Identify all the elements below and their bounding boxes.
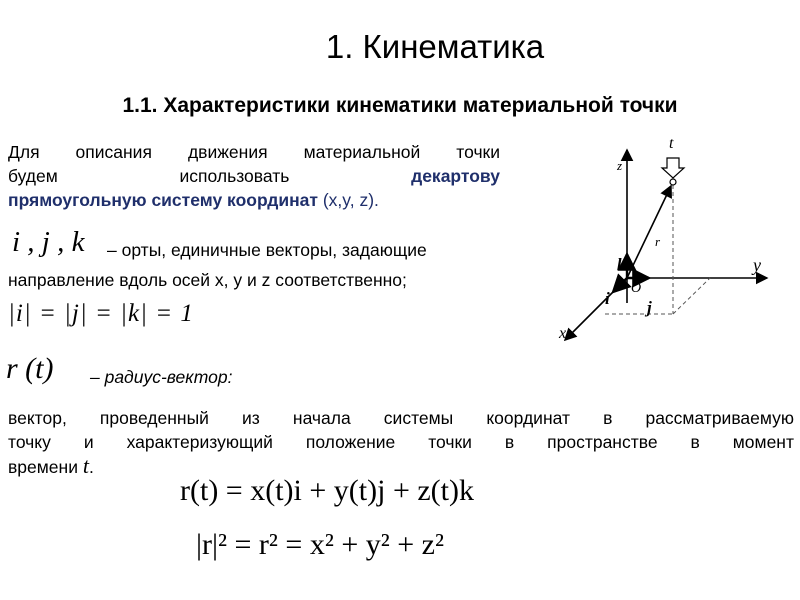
- axis-t-label: t: [669, 135, 674, 152]
- intro-line-3: [8, 188, 500, 212]
- orts-description-1: – орты, единичные векторы, задающие: [107, 240, 427, 260]
- axis-y-label: y: [753, 255, 761, 275]
- ort-j-label: j: [647, 298, 652, 317]
- definition-line-1: вектор, проведенный из начала системы координат в рассматриваемую: [8, 408, 794, 428]
- origin-label: O: [631, 281, 642, 296]
- ort-i-arrow: [613, 278, 627, 292]
- definition-line-2: точку и характеризующий положение точки в пространстве в момент: [8, 432, 794, 452]
- radius-label: – радиус-вектор:: [90, 367, 233, 387]
- equation-radius-vector: r(t) = x(t)i + y(t)j + z(t)k: [180, 474, 474, 507]
- point-marker: [670, 179, 676, 185]
- axis-z-label: z: [617, 158, 623, 173]
- axis-x-label: x: [559, 325, 567, 342]
- intro-word-use: использовать: [179, 166, 290, 186]
- intro-paragraph: [8, 140, 500, 212]
- definition-word-time: времени: [8, 457, 78, 477]
- intro-line-1: Для описания движения материальной точки: [8, 142, 500, 162]
- projection-y: [673, 278, 710, 314]
- intro-word-budem: будем: [8, 166, 58, 186]
- orts-norm-equation: |i| = |j| = |k| = 1: [8, 300, 194, 327]
- vector-r-label: r: [655, 234, 661, 249]
- intro-coord-system: прямоугольную систему координат: [8, 190, 318, 210]
- intro-word-cartesian: декартову: [411, 166, 500, 186]
- time-marker-icon: [662, 158, 684, 178]
- radius-vector-arrow: [627, 186, 671, 278]
- equation-radius-magnitude: |r|² = r² = x² + y² + z²: [196, 528, 444, 561]
- definition-paragraph: [8, 406, 794, 479]
- orts-description-2: направление вдоль осей x, y и z соответственно;: [8, 270, 407, 290]
- coordinate-system-diagram: [545, 128, 795, 363]
- slide-subtitle: 1.1. Характеристики кинематики материальной точки: [122, 94, 678, 117]
- ort-k-label: k: [617, 255, 626, 274]
- definition-period: .: [88, 457, 94, 477]
- orts-symbols: i , j , k: [12, 226, 85, 258]
- radius-symbol: r (t): [6, 352, 54, 385]
- intro-coords: (x,y, z).: [322, 190, 379, 210]
- ort-i-label: i: [605, 289, 610, 308]
- definition-symbol-t: t: [82, 453, 89, 478]
- intro-line-2: [8, 164, 500, 188]
- slide-title: 1. Кинематика: [325, 28, 545, 65]
